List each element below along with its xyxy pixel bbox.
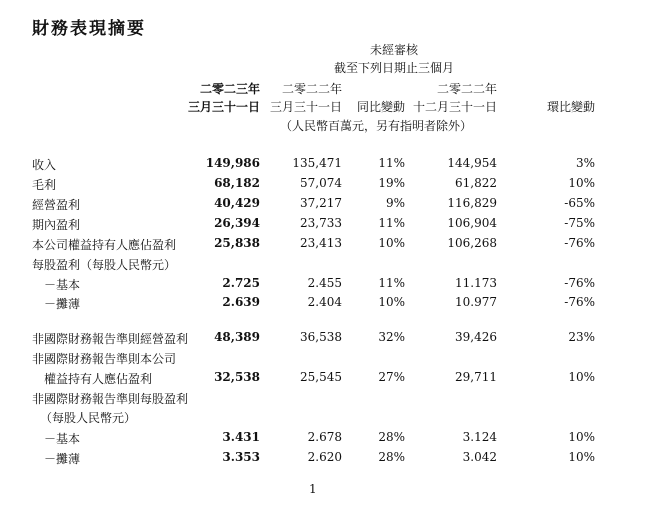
value-qoq: -75% (564, 216, 595, 230)
table-row (0, 390, 663, 408)
row-label: －攤薄 (44, 297, 81, 311)
value-2023q1: 25,838 (214, 236, 260, 250)
row-label: 權益持有人應佔盈利 (44, 372, 153, 386)
page-number: 1 (309, 482, 317, 496)
value-yoy: 32% (378, 330, 405, 344)
col4-date: 十二月三十一日 (412, 100, 497, 114)
row-label: 經營盈利 (32, 198, 81, 212)
row-label: 期內盈利 (32, 218, 81, 232)
row-label: 非國際財務報告準則每股盈利 (32, 392, 189, 406)
value-2022q4: 144,954 (447, 156, 497, 170)
value-2022q1: 135,471 (292, 156, 342, 170)
col3-header: 同比變動 (356, 100, 405, 114)
value-qoq: -76% (564, 295, 595, 309)
value-2023q1: 68,182 (214, 176, 260, 190)
col5-header: 環比變動 (546, 100, 595, 114)
value-qoq: 10% (568, 430, 595, 444)
value-yoy: 28% (378, 450, 405, 464)
row-label: －基本 (44, 432, 81, 446)
col1-date: 三月三十一日 (187, 100, 260, 114)
row-label: －攤薄 (44, 452, 81, 466)
value-2022q1: 2.455 (307, 276, 342, 290)
page-title: 財務表現摘要 (32, 19, 146, 39)
row-label: 非國際財務報告準則經營盈利 (32, 332, 189, 346)
value-yoy: 11% (378, 156, 405, 170)
value-2022q1: 2.620 (307, 450, 342, 464)
value-2023q1: 40,429 (214, 196, 260, 210)
value-2022q1: 23,733 (300, 216, 342, 230)
table-row (0, 409, 663, 427)
table-row (0, 236, 663, 254)
table-row (0, 430, 663, 448)
value-2022q4: 11.173 (455, 276, 497, 290)
value-2023q1: 26,394 (214, 216, 260, 230)
value-yoy: 10% (378, 236, 405, 250)
row-label: 非國際財務報告準則本公司 (32, 352, 177, 366)
table-row (0, 156, 663, 174)
value-2022q1: 57,074 (300, 176, 342, 190)
row-label: 本公司權益持有人應佔盈利 (32, 238, 177, 252)
value-2022q1: 2.404 (307, 295, 342, 309)
col4-year: 二零二二年 (436, 82, 497, 96)
value-2022q4: 3.124 (462, 430, 497, 444)
row-label: 收入 (32, 158, 57, 172)
value-qoq: -65% (564, 196, 595, 210)
table-row (0, 295, 663, 313)
col2-date: 三月三十一日 (269, 100, 342, 114)
audit-header: 未經審核 (369, 43, 419, 57)
value-yoy: 27% (378, 370, 405, 384)
value-yoy: 28% (378, 430, 405, 444)
col2-year: 二零二二年 (281, 82, 342, 96)
table-row (0, 450, 663, 468)
value-yoy: 10% (378, 295, 405, 309)
value-2023q1: 3.353 (222, 450, 260, 464)
value-qoq: 3% (575, 156, 595, 170)
value-2022q4: 39,426 (455, 330, 497, 344)
row-label: －基本 (44, 278, 81, 292)
table-row (0, 276, 663, 294)
value-2022q1: 25,545 (300, 370, 342, 384)
value-2022q4: 10.977 (455, 295, 497, 309)
value-yoy: 11% (378, 216, 405, 230)
value-qoq: 10% (568, 370, 595, 384)
value-yoy: 9% (385, 196, 405, 210)
table-row (0, 196, 663, 214)
value-2023q1: 2.725 (222, 276, 260, 290)
col1-year: 二零二三年 (199, 82, 260, 96)
value-2022q1: 23,413 (300, 236, 342, 250)
value-2022q1: 2.678 (307, 430, 342, 444)
value-2023q1: 149,986 (205, 156, 260, 170)
value-qoq: 10% (568, 450, 595, 464)
table-row (0, 216, 663, 234)
value-2022q4: 29,711 (455, 370, 497, 384)
table-row (0, 330, 663, 348)
value-2023q1: 2.639 (222, 295, 260, 309)
value-yoy: 11% (378, 276, 405, 290)
value-2022q4: 106,268 (447, 236, 497, 250)
value-2022q4: 106,904 (447, 216, 497, 230)
row-label: 每股盈利（每股人民幣元） (32, 258, 177, 272)
value-qoq: -76% (564, 276, 595, 290)
table-row (0, 370, 663, 388)
value-2022q4: 3.042 (462, 450, 497, 464)
table-row (0, 350, 663, 368)
value-qoq: 23% (568, 330, 595, 344)
unit-note: （人民幣百萬元，另有指明者除外） (279, 119, 473, 133)
period-header: 截至下列日期止三個月 (333, 61, 455, 75)
value-qoq: -76% (564, 236, 595, 250)
table-row (0, 256, 663, 274)
value-2022q4: 61,822 (455, 176, 497, 190)
value-2022q4: 116,829 (447, 196, 497, 210)
value-2023q1: 3.431 (222, 430, 260, 444)
row-label: （每股人民幣元） (40, 411, 137, 425)
table-row (0, 176, 663, 194)
value-qoq: 10% (568, 176, 595, 190)
row-label: 毛利 (32, 178, 57, 192)
value-2022q1: 36,538 (300, 330, 342, 344)
value-2022q1: 37,217 (300, 196, 342, 210)
value-2023q1: 48,389 (214, 330, 260, 344)
value-2023q1: 32,538 (214, 370, 260, 384)
value-yoy: 19% (378, 176, 405, 190)
